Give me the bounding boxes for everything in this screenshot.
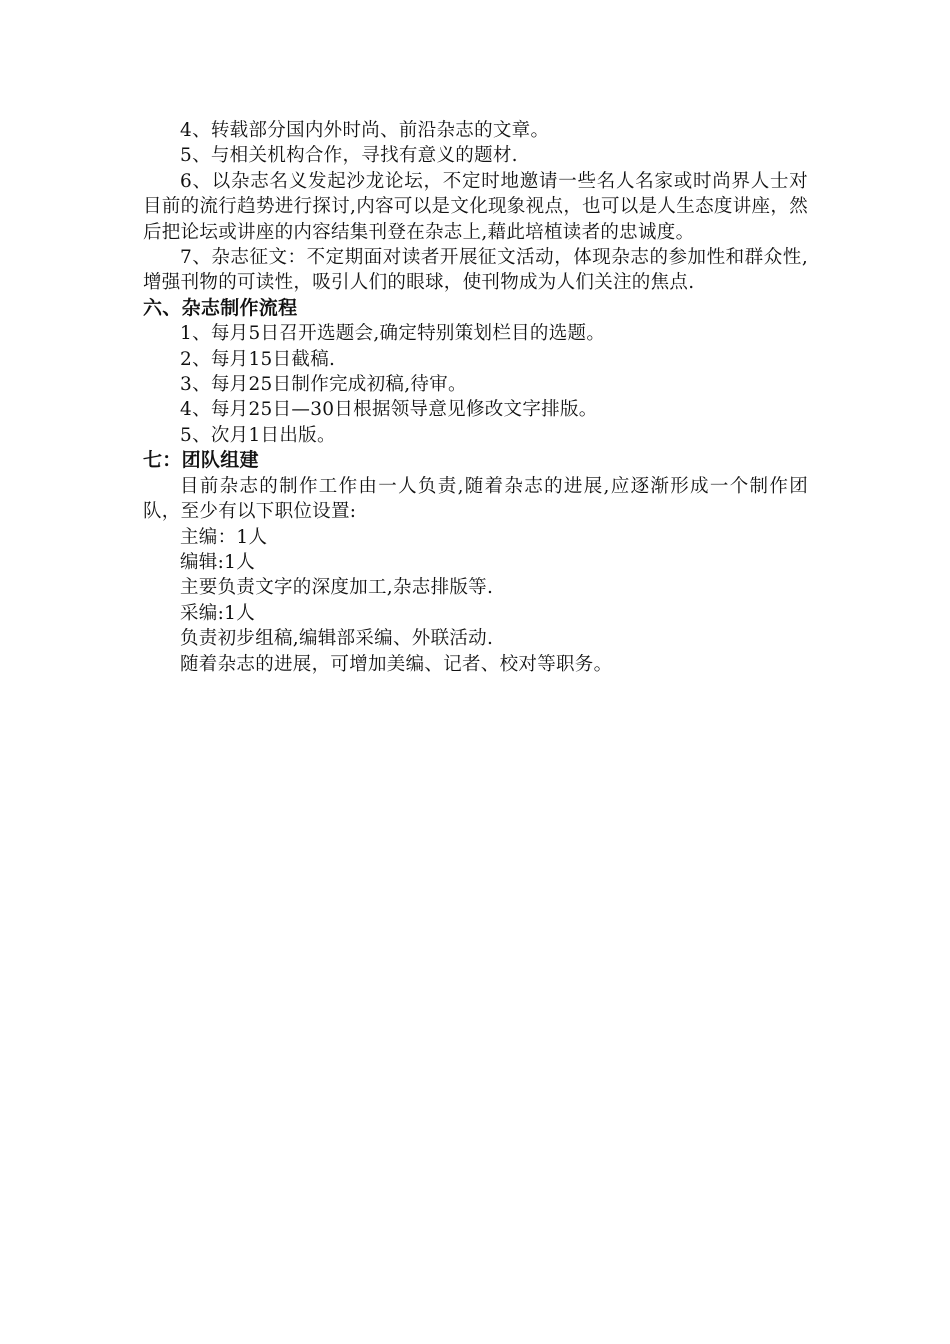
section5-item-6: 6、以杂志名义发起沙龙论坛，不定时地邀请一些名人名家或时尚界人士对目前的流行趋势进行探讨,内容可以是文化现象视点，也可以是人生态度讲座，然后把论坛或讲座的内容结集刊登在杂志上,藉此培植读者的忠诚度。 (143, 170, 808, 243)
role-reporter: 采编:1人 (180, 602, 256, 624)
section5-item-4: 4、转载部分国内外时尚、前沿杂志的文章。 (180, 120, 550, 141)
section6-item-3: 3、每月25日制作完成初稿,待审。 (180, 374, 467, 396)
section6-heading: 六、杂志制作流程 (143, 296, 298, 319)
section5-item-7: 7、杂志征文：不定期面对读者开展征文活动，体现杂志的参加性和群众性,增强刊物的可读性，吸引人们的眼球，使刊物成为人们关注的焦点. (143, 247, 808, 294)
future-roles-note: 随着杂志的进展，可增加美编、记者、校对等职务。 (180, 653, 613, 675)
section7-heading: 七：团队组建 (143, 449, 259, 472)
role-editor-duty: 主要负责文字的深度加工,杂志排版等. (180, 577, 494, 599)
section6-item-2: 2、每月15日截稿. (180, 348, 336, 370)
section6-item-5: 5、次月1日出版。 (180, 424, 336, 446)
section5-item-5: 5、与相关机构合作，寻找有意义的题材. (180, 145, 518, 167)
section7-intro: 目前杂志的制作工作由一人负责,随着杂志的进展,应逐渐形成一个制作团队，至少有以下职位设置: (143, 475, 808, 523)
role-reporter-duty: 负责初步组稿,编辑部采编、外联活动. (180, 628, 494, 650)
section6-item-1: 1、每月5日召开选题会,确定特别策划栏目的选题。 (180, 323, 606, 345)
role-chief-editor: 主编：1人 (180, 526, 268, 548)
section6-item-4: 4、每月25日—30日根据领导意见修改文字排版。 (180, 399, 598, 421)
role-editor: 编辑:1人 (180, 551, 256, 573)
document-page (143, 118, 808, 677)
